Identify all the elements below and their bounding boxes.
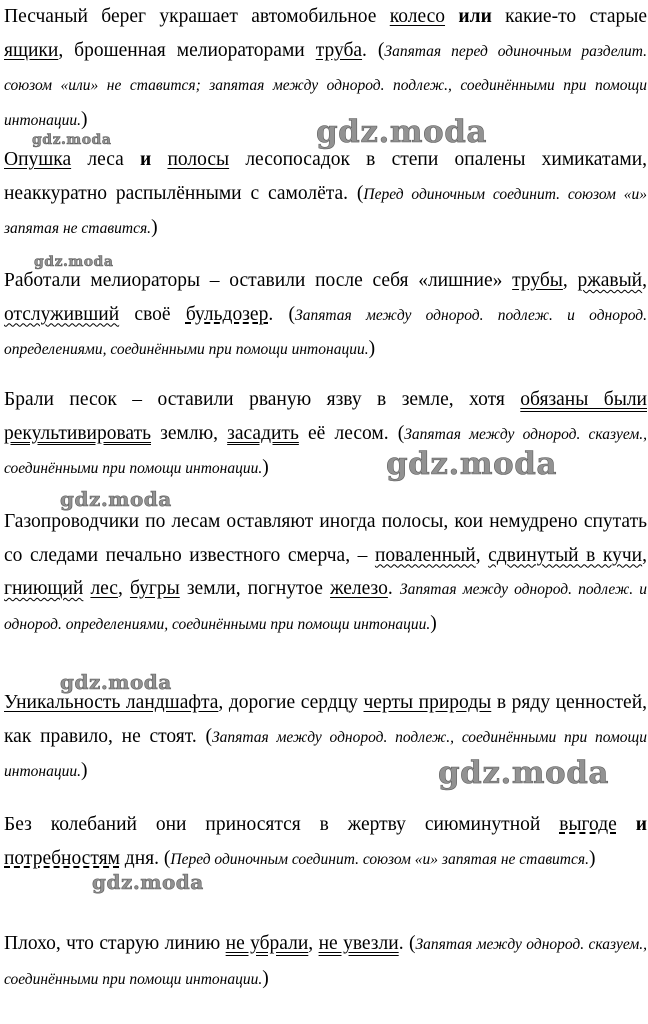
text-run: , xyxy=(562,270,578,291)
text-run: Плохо, что старую линию xyxy=(4,933,226,954)
paragraph xyxy=(4,505,647,641)
bold-conjunction: или xyxy=(458,6,492,27)
underlined-term: не увезли xyxy=(318,933,399,954)
text-run: дня. ( xyxy=(119,847,171,869)
text-run: . ( xyxy=(398,933,416,954)
text-run: . xyxy=(387,578,400,599)
paragraph xyxy=(4,808,647,876)
text-run: ) xyxy=(368,338,376,359)
text-run: . ( xyxy=(362,39,385,61)
text-run: Брали песок – оставили рваную язву в земле, хотя xyxy=(4,389,521,410)
paragraph xyxy=(4,927,647,996)
underlined-term: выгоде xyxy=(559,814,617,835)
underlined-term: обязаны были рекультивировать xyxy=(4,389,647,444)
text-run: ) xyxy=(80,760,88,781)
underlined-term: трубы xyxy=(512,270,563,291)
text-run: , xyxy=(308,933,319,954)
annotation-note: Запятая перед одиночным разделит. союзом «или» не ставится; запятая между однород. подлеж., соединёнными при помощи интонации. xyxy=(4,42,647,129)
underlined-term: поваленный xyxy=(374,544,476,566)
paragraph xyxy=(4,686,647,789)
bold-conjunction: и xyxy=(139,149,152,170)
text-run: Работали мелиораторы – оставили после себя «лишние» xyxy=(4,270,513,291)
annotation-note: Запятая между однород. подлеж. и однород. определениями, соединёнными при помощи интонации. xyxy=(4,581,647,633)
text-run: , xyxy=(475,544,489,566)
text-run: ) xyxy=(430,612,437,634)
text-run: , xyxy=(117,578,130,599)
annotation-note: Запятая между однород. подлеж., соединёнными при помощи интонации. xyxy=(4,728,647,780)
watermark: gdz.moda xyxy=(438,755,609,791)
text-run: в ряду ценностей, как правило, не стоят. ( xyxy=(4,692,648,747)
text-run: Газопроводчики по лесам оставляют иногда полосы, кои немудрено спутать со следами печально известного смерча, – xyxy=(4,511,647,566)
text-run: её лесом. ( xyxy=(298,422,405,444)
underlined-term: черты природы xyxy=(363,692,492,713)
text-run xyxy=(151,149,167,170)
paragraph xyxy=(4,264,647,367)
watermark: gdz.moda xyxy=(386,446,557,482)
paragraph xyxy=(4,0,647,137)
underlined-term: ржавый xyxy=(577,270,643,291)
text-run: ) xyxy=(80,108,88,130)
text-run: ) xyxy=(262,967,269,989)
text-run: земли, погнутое xyxy=(179,578,331,599)
text-run: Без колебаний они приносятся в жертву сиюминутной xyxy=(4,814,560,835)
underlined-term: полосы xyxy=(167,149,230,170)
text-run: какие-то старые xyxy=(491,6,648,27)
text-run: ) xyxy=(588,847,596,869)
text-run: , xyxy=(642,544,647,566)
paragraph xyxy=(4,383,647,486)
underlined-term: засадить xyxy=(227,422,299,444)
underlined-term: ящики xyxy=(4,39,59,61)
underlined-term: лес xyxy=(90,578,118,599)
watermark: gdz.moda xyxy=(92,870,204,894)
underlined-term: гниющий xyxy=(4,578,84,599)
watermark: gdz.moda xyxy=(60,487,172,511)
text-run xyxy=(617,814,636,835)
annotation-note: Запятая между однород. сказуем., соединёнными при помощи интонации. xyxy=(4,936,648,988)
watermark: gdz.moda xyxy=(32,132,112,148)
underlined-term: колесо xyxy=(389,6,446,27)
annotation-note: Перед одиночным соединит. союзом «и» запятая не ставится. xyxy=(170,850,589,868)
text-run xyxy=(445,6,458,27)
text-run: . ( xyxy=(268,303,296,325)
annotation-note: Запятая между однород. подлеж. и однород. определениями, соединёнными при помощи интонации. xyxy=(4,306,647,358)
watermark: gdz.moda xyxy=(34,254,114,270)
underlined-term: отслуживший xyxy=(4,303,120,325)
text-run: , брошенная мелиораторами xyxy=(58,39,316,61)
text-run: ) xyxy=(151,217,158,238)
text-run: Песчаный берег украшает автомобильное xyxy=(4,6,390,27)
annotation-note: Перед одиночным соединит. союзом «и» запятая не ставится. xyxy=(4,185,647,237)
underlined-term: Опушка xyxy=(4,149,72,170)
paragraph xyxy=(4,143,647,246)
text-run: , дорогие сердцу xyxy=(218,692,364,713)
text-run: , xyxy=(642,270,647,291)
underlined-term: потребностям xyxy=(4,847,120,869)
text-run: леса xyxy=(71,149,140,170)
underlined-term: бульдозер xyxy=(185,303,269,325)
watermark: gdz.moda xyxy=(316,114,487,150)
text-run: ) xyxy=(262,457,269,478)
bold-conjunction: и xyxy=(635,814,647,835)
underlined-term: Уникальность ландшафта xyxy=(4,692,219,713)
underlined-term: бугры xyxy=(129,578,180,599)
watermark: gdz.moda xyxy=(60,670,172,694)
underlined-term: сдвинутый в кучи xyxy=(488,544,643,566)
text-run: своё xyxy=(119,303,186,325)
underlined-term: железо xyxy=(330,578,388,599)
annotation-note: Запятая между однород. сказуем., соединёнными при помощи интонации. xyxy=(4,425,647,477)
text-run: землю, xyxy=(151,422,228,444)
text-run: лесопосадок в степи опалены химикатами, неаккуратно распылёнными с самолёта. ( xyxy=(4,149,648,204)
underlined-term: не убрали xyxy=(225,933,309,954)
underlined-term: труба xyxy=(315,39,363,61)
